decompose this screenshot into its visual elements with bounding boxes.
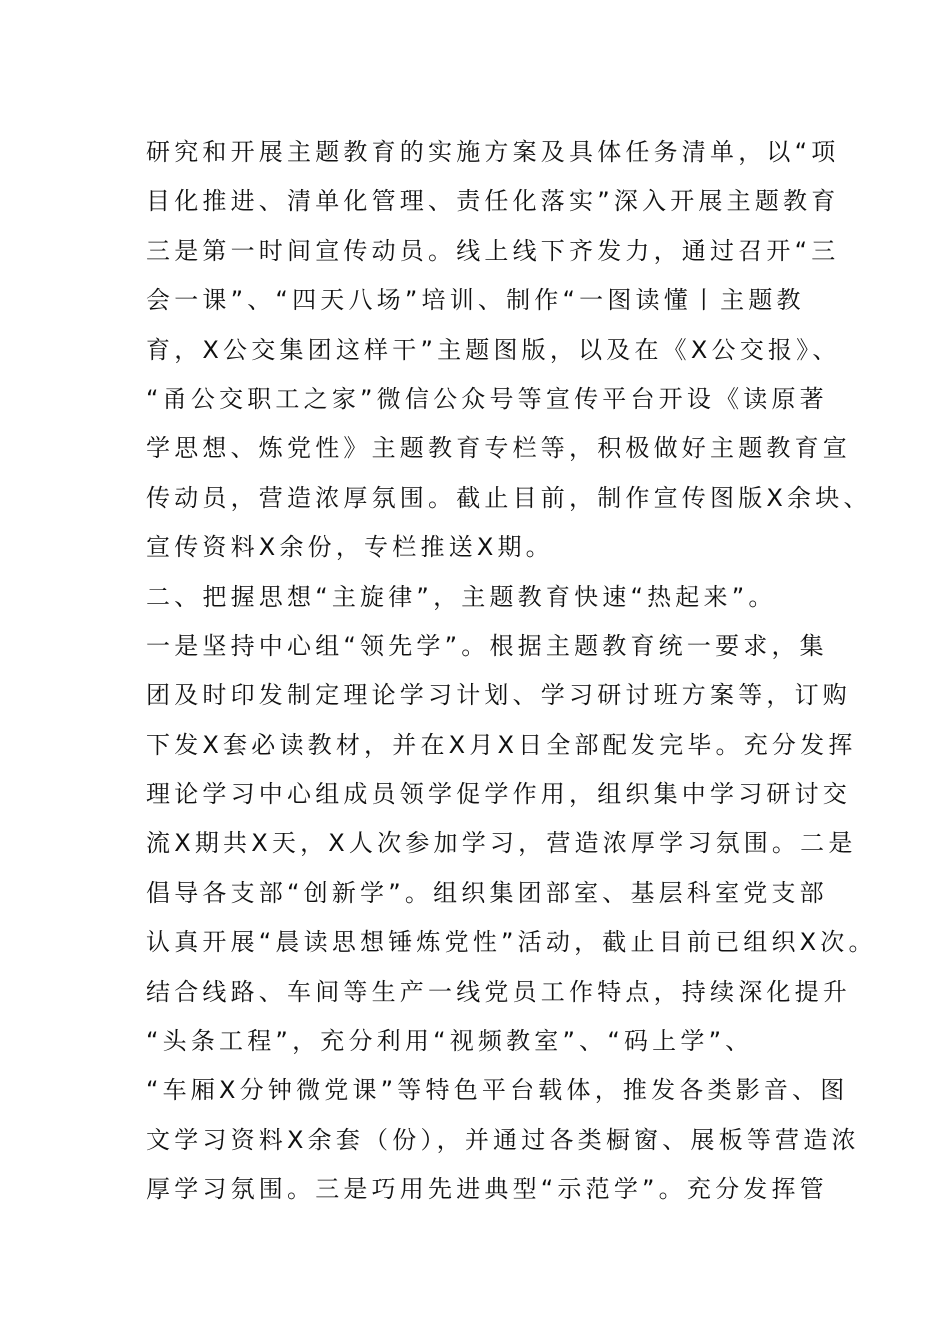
text-line: 倡导各支部“创新学”。组织集团部室、基层科室党支部 (146, 878, 828, 907)
text-line: 结合线路、车间等生产一线党员工作特点，持续深化提升 (146, 977, 851, 1006)
text-line: 厚学习氛围。三是巧用先进典型“示范学”。充分发挥管 (146, 1175, 828, 1204)
text-line: 目化推进、清单化管理、责任化落实”深入开展主题教育 (146, 187, 840, 216)
text-line: 传动员，营造浓厚氛围。截止目前，制作宣传图版X余块、 (146, 483, 872, 512)
text-line: 下发X套必读教材，并在X月X日全部配发完毕。充分发挥 (146, 730, 857, 759)
text-line: “车厢X分钟微党课”等特色平台载体，推发各类影音、图 (146, 1076, 849, 1105)
section-heading: 二、把握思想“主旋律”，主题教育快速“热起来”。 (146, 582, 777, 611)
text-line: 文学习资料X余套（份），并通过各类橱窗、展板等营造浓 (146, 1125, 860, 1154)
text-line: 宣传资料X余份，专栏推送X期。 (146, 533, 554, 562)
text-line: 理论学习中心组成员领学促学作用，组织集中学习研讨交 (146, 780, 851, 809)
text-line: 育，X公交集团这样干”主题图版，以及在《X公交报》、 (146, 335, 841, 364)
text-line: 认真开展“晨读思想锤炼党性”活动，截止目前已组织X次。 (146, 928, 877, 957)
text-line: 流X期共X天，X人次参加学习，营造浓厚学习氛围。二是 (146, 829, 857, 858)
body-text (146, 128, 877, 1215)
text-line: “头条工程”，充分利用“视频教室”、“码上学”、 (146, 1027, 754, 1056)
text-line: 学思想、炼党性》主题教育专栏等，积极做好主题教育宣 (146, 434, 851, 463)
text-line: 三是第一时间宣传动员。线上线下齐发力，通过召开“三 (146, 236, 840, 265)
text-line: 会一课”、“四天八场”培训、制作“一图读懂丨主题教 (146, 286, 805, 315)
text-line: 一是坚持中心组“领先学”。根据主题教育统一要求，集 (146, 631, 828, 660)
text-line: “甬公交职工之家”微信公众号等宣传平台开设《读原著 (146, 384, 828, 413)
text-line: 团及时印发制定理论学习计划、学习研讨班方案等，订购 (146, 681, 851, 710)
text-line: 研究和开展主题教育的实施方案及具体任务清单，以“项 (146, 138, 840, 166)
